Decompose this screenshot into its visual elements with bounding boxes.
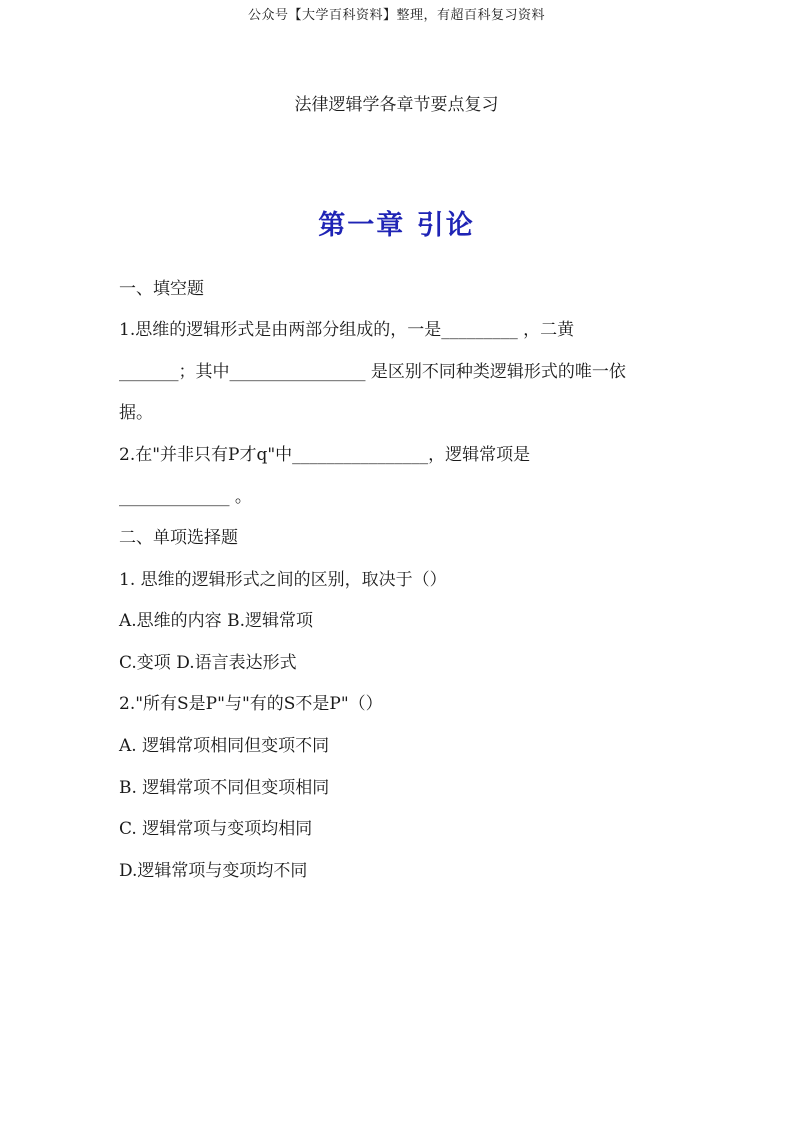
fill-blank-q1-line3: 据。 bbox=[119, 403, 153, 423]
fill-blank-heading: 一、填空题 bbox=[119, 279, 204, 299]
single-choice-q2-option-b: B. 逻辑常项不同但变项相同 bbox=[119, 778, 330, 798]
single-choice-q1: 1. 思维的逻辑形式之间的区别，取决于（） bbox=[119, 570, 447, 590]
page-header: 公众号【大学百科资料】整理，有超百科复习资料 bbox=[247, 8, 545, 23]
single-choice-q2: 2."所有S是P"与"有的S不是P"（） bbox=[119, 694, 383, 714]
single-choice-q2-option-a: A. 逻辑常项相同但变项不同 bbox=[119, 736, 330, 756]
fill-blank-q1-line1: 1.思维的逻辑形式是由两部分组成的，一是_________ ，二黄 bbox=[119, 320, 575, 340]
single-choice-q2-option-d: D.逻辑常项与变项均不同 bbox=[119, 861, 308, 881]
single-choice-heading: 二、单项选择题 bbox=[119, 528, 238, 548]
chapter-title: 第一章 引论 bbox=[318, 210, 475, 241]
document-title: 法律逻辑学各章节要点复习 bbox=[294, 95, 499, 115]
fill-blank-q2-line1: 2.在"并非只有P才q"中________________，逻辑常项是 bbox=[119, 445, 531, 465]
single-choice-q1-options-cd: C.变项 D.语言表达形式 bbox=[119, 653, 297, 673]
fill-blank-q1-line2: _______；其中________________ 是区别不同种类逻辑形式的唯一依 bbox=[119, 362, 626, 382]
fill-blank-q2-line2: _____________ 。 bbox=[119, 487, 252, 507]
single-choice-q2-option-c: C. 逻辑常项与变项均相同 bbox=[119, 819, 313, 839]
single-choice-q1-options-ab: A.思维的内容 B.逻辑常项 bbox=[119, 611, 313, 631]
